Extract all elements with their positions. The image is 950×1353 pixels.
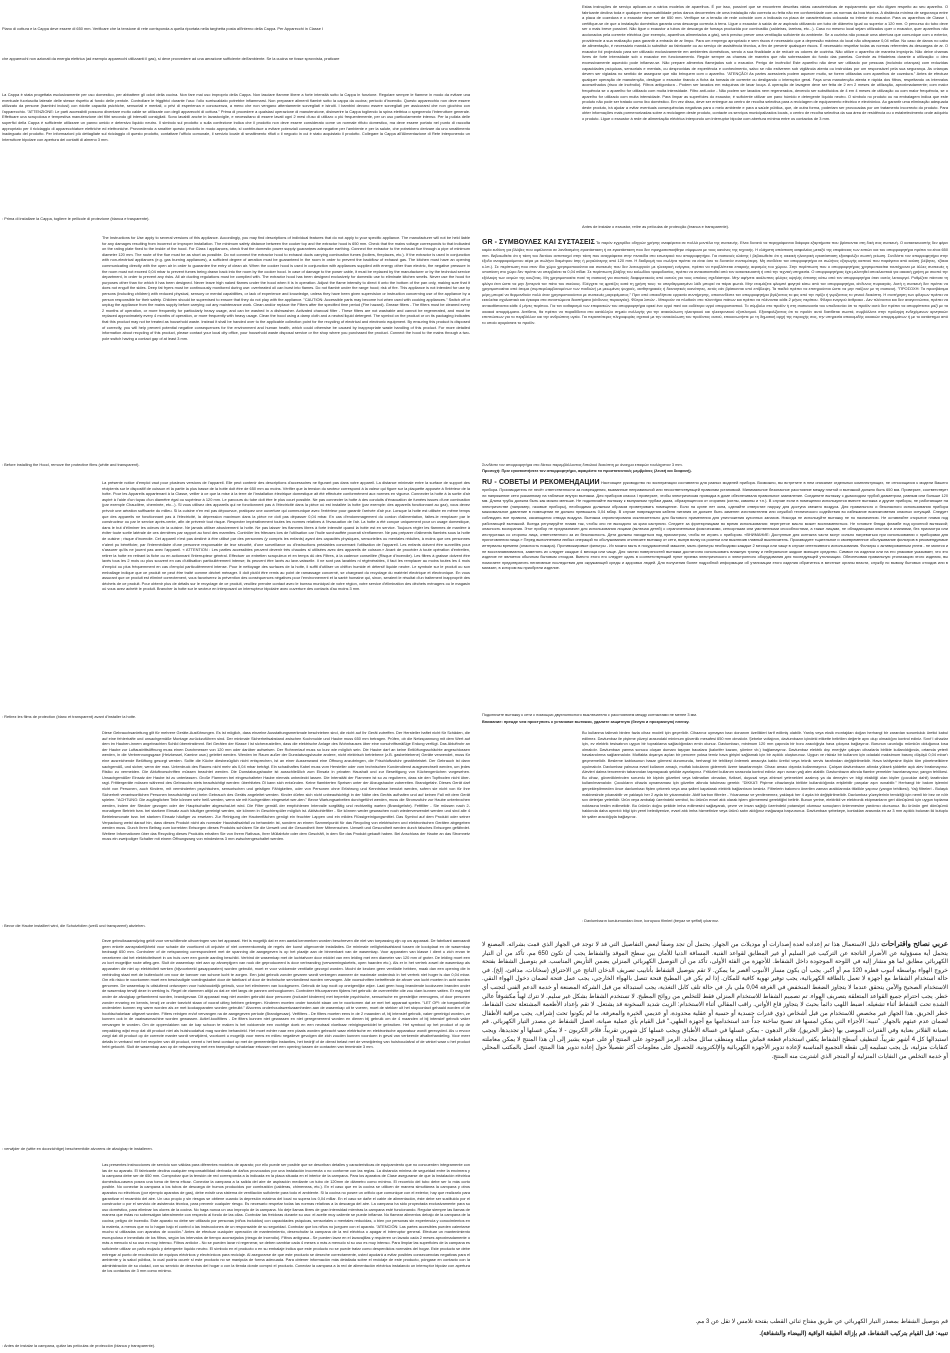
it-intro-2: che apparecchi non azionati da energia elettrica (ad esempio apparecchi utilizzanti il gas), si deve provvedere ad una aerazione sufficiente dell'ambiente. Se la cucina ne fosse sprovvista, praticare bbox=[2, 56, 340, 61]
es-body: Las presentes instrucciones de servicio son válidas para diferentes modelos de aparato; por ello puede ser posible que se describan detalles y características de equipamiento que no concuerden íntegramente con las de su aparato. El fabricante declina cualquier responsabilidad derivada de daños provocados por una instalación incorrecta o no conforme con las reglas. La distancia mínima de seguridad entre la encimera y la campana debe ser de 650 mm. Comprobar que la tensión de red corresponda a la indicada en la placa situada en el interior de la campana. Para los aparatos de Clase asegurarse de que la instalación eléctrica doméstica-casera posea una toma de tierra eficaz. Conectar la campana a la salida del aire de aspiración mediante un tubo de 120mm de diámetro como mínimo. El recorrido del tubo debe ser lo más corto posible. No conectar la campana a los tubos de descarga de humos producidos por combustión (calderas, chimeneas, etc.). En el caso que en la cocina se utilicen de manera simultánea la campana y otros aparatos no eléctricos (por ejemplo aparatos de gas), debe existir una sistema de ventilación suficiente para todo el ambiente. Si la cocina no posee un orificio que comunique con el exterior, hay que realizarlo para garantizar el recambio del aire. Un uso propio y sin riesgos se obtiene cuando la depresión máxima del local no supera los 0,04 mBar. En el caso se dañe el cable de alimentación, éste debe ser sustituido por el constructor o por el servicio de asistencia técnica, para prevenir cualquier riesgo. Es necesario respetar todas las normas relativas a la descarga del aire. La campana ha sido proyectada exclusivamente para su uso doméstico, para eliminar los olores de la cocina. No haga nunca un uso impropio de la campana. No deje llamas libres de gran intensidad mientras la campana esté funcionando. Regular siempre las llamas de manera que éstas no sobresalgan lateralmente con respecto al fondo de las ollas. Controlar las freidoras durante su uso: el aceite muy caliente se puede inflamar. No flamear alimentos debajo de la campana de la cocina; peligro de incendio. Este aparato no debe ser utilizado por personas (niños incluidos) con capacidades psíquicas, sensoriales o mentales reducidas, o bien por personas sin experiencia y conocimientos en la materia, a menos que no lo hagan bajo el control o las instrucciones de un responsable de su seguridad. Controlar que los niños no jueguen con el aparato. "ATENCIÓN: Las partes accesibles pueden calentarse mucho si utilizadas con aparatos de cocción." Antes de efectuar cualquier operación de mantenimiento, desenchufar la campana de la red eléctrica o apagar el interruptor general. Efectuar un mantenimiento escrupuloso e inmediato de los filtros, según los intervalos de tiempo aconsejados (riesgo de incendio). Filtros antigrasa - Se pueden lavar en el lavavajillas y requieren un lavado cada 2 meses aproximadamente o más a menudo si su uso es muy intenso. Filtros antiolor - No se pueden lavar ni regenerar, se deben cambiar cada 4 meses o más a menudo si su uso es muy intenso. Para limpiar las superficies de la campana es suficiente utilizar un paño mojado y detergente líquido neutro. El símbolo en el producto o en su embalaje indica que este producto no se puede tratar como desperdicios normales del hogar. Este producto se debe entregar al punto de recolección de equipos eléctricos y electrónicos para reciclaje. Al asegurarse de que este producto se deseche correctamente, usted ayudará a evitar posibles consecuencias negativas para el ambiente y la salud pública, lo cual podría ocurrir si este producto no se manipula de forma adecuada. Para obtener información más detallada sobre el reciclaje de este producto, póngase en contacto con la administración de su ciudad, con su servicio de desechos del hogar o con la tienda donde compró el producto. Conectar la campana a la red de alimentación eléctrica instalando un interruptor bipolar con apertura de los contactos de 3 mm como mínimo. bbox=[102, 1162, 470, 1274]
pt-body: Estas instruções de serviço aplicam-se a vários modelos de aparelhos. É por isso, possível que se encontrem descritas várias características de equipamento que não digam respeito ao seu aparelho. O fabricante declina toda e qualquer responsabilidade pelos danos decorrentes de uma instalação não correcta ou feita não em conformidade com as normas da boa técnica. A distância mínima de segurança entre a placa de cozedura e o exaustor deve ser de 650 mm. Verifique se a tensão de rede coincide com a indicada na placa de características colocada no interior do exaustor. Para os aparelhos de Classe I, certifique-se de que a instalação doméstica garanta uma descarga correcta à terra. Ligue o exaustor à saída de ar aspirado utilizando um tubo de diâmetro igual ou superior a 120 mm. O percurso do tubo deve ser o mais breve possível. Não ligue o exaustor a tubos de descarga de fumaça produzida por combustão (caldeiras, lareiras, etc...). Caso no mesmo local sejam utilizados quer o exaustor, quer aparelhos não accionados pela corrente eléctrica (por exemplo, aparelhos alimentados a gás), será preciso prever uma ventilação suficiente do ambiente. Se a cozinha não possuir uma abertura que comunique com o exterior, providencie a sua realização para garantir a entrada de ar limpo. Para um emprego apropriado e sem riscos é necessário que a depressão máxima do local não ultrapasse 0,04 mBar. No caso de danos no cabo de alimentação, é necessário mandá-lo substituir ao fabricante ou ao serviço de assistência técnica, a fim de prevenir quaisquer riscos. É necessário respeitar todas as normas referentes às descargas de ar. O exaustor foi projectado para ser utilizado exclusivamente em ambientes domésticos, sendo a sua finalidade a de reduzir os odores de cozinha. Não utilize o aparelho de maneira imprópria. Não deixe chamas livres de forte intensidade sob o exaustor em funcionamento. Regule sempre as chamas de maneira que não sobressaiam do fundo das panelas. Controle as fritadeiras durante a utilização: o óleo excessivamente aquecido pode inflamar-se. Não prepare alimentos flamejados sob o exaustor. Perigo de incêndio! Este aparelho não deve ser utilizado por pessoas (incluindo crianças) com reduzidas capacidades psíquicas, sensoriais e mentais, ou desprovidas de experiência e conhecimento, salvo se não estiverem sob vigilância atenta ou instruídas por um responsável pela sua segurança. As crianças devem ser vigiadas no sentido de assegurar que não brinquem com o aparelho. "ATENÇÃO! As partes acessíveis podem aquecer muito, se forem utilizadas com aparelhos de cozedura." Antes de efectuar qualquer operação de manutenção, desligue o exaustor tirando a ficha da tomada de corrente ou desligando o interruptor geral. Faça uma manutenção atenta e rápida dos filtros, respeitando os intervalos aconselhados (risco de incêndio). Filtros antigordura - Podem ser lavados em máquinas de lavar louça. A operação de lavagem deve ser feita de 2 em 2 meses de utilização, aproximadamente; com maior frequência se o aparelho for utilizado com muita intensidade. Filtro anti-odor - Não podem ser lavados nem regenerados, devendo ser substituídos de 4 em 4 meses de utilização ou com maior frequência, se o aparelho for utilizado com muita intensidade. Para limpar as superfícies do exaustor, é suficiente utilizar um pano húmido e detergente líquido neutro. O símbolo no produto ou na embalagem indica que este produto não pode ser tratado como lixo doméstico. Em vez disso, deve ser entregue ao centro de recolha selectiva para a reciclagem de equipamento eléctrico e electrónico. Ao garantir uma eliminação adequada deste produto, irá ajudar a evitar eventuais consequências negativas para o meio ambiente e para a saúde pública, que, de outra forma, poderiam ser provocadas por um tratamento incorrecto do produto. Para obter informações mais pormenorizadas sobre a reciclagem deste produto, contacte os serviços municipalizados locais, o centro de recolha selectiva da sua área de residência ou o estabelecimento onde adquiriu o produto. Ligue o exaustor à rede de alimentação eléctrica interpondo um interruptor bipolar com abertura mínima entre os contactos de 3 mm. bbox=[582, 4, 948, 121]
ar-before-install: تنبيه: قبل القيام بتركيب الشفاط، قم بإزالة الطبقة الواقية (البيضاء والشفافة). bbox=[759, 1331, 948, 1337]
fr-before-install: : Retirez les films de protection (blanc et transparent) avant d'installer la hotte. bbox=[2, 714, 137, 719]
tr-before-install: : Davlumbazın kurulumundan önce, koruyucu filmleri (beyaz ve şeffaf) çıkarınız. bbox=[582, 918, 720, 923]
gr-body: Το παρόν εγχειρίδιο οδηγιών χρήσης αναφέρεται σε πολλά μοντέλα της συσκευής. Είναι δυνατό να περιγράφονται διάφορα εξαρτήματα που βρίσκονται στη δική σας συσκευή. Ο κατασκευαστής δεν φέρει καμία ευθύνη για βλάβες που οφείλονται σε λανθασμένη εγκατάσταση ή σε εγκατάσταση που δεν πραγματοποιήθηκε σύμφωνα με τους κανόνες της τεχνικής. Η ελάχιστη απόσταση ασφαλείας μεταξύ της επιφάνειας των εστιών και του απορροφητήρα πρέπει να είναι 650 mm. Βεβαιωθείτε ότι η τάση του δικτύου αντιστοιχεί στην τάση που αναγράφεται στην πινακίδα στο εσωτερικό του απορροφητήρα. Για συσκευές κλάσης I βεβαιωθείτε ότι η οικιακή ηλεκτρική εγκατάσταση εξασφαλίζει σωστή γείωση. Συνδέστε τον απορροφητήρα στην έξοδο αναρροφούμενου αέρα με σωλήνα διαμέτρου ίσης ή μεγαλύτερης από 120 mm. Η διαδρομή του σωλήνα πρέπει να είναι όσο το δυνατόν συντομότερη. Μη συνδέετε τον απορροφητήρα σε σωλήνες εξαγωγής καπνού που παράγεται από καύση (λέβητες, τζάκια κ.λπ.). Σε περίπτωση που στον ίδιο χώρο χρησιμοποιούνται και συσκευές που δεν λειτουργούν με ηλεκτρική ενέργεια, πρέπει να προβλέπεται επαρκής αερισμός του χώρου. Στην περίπτωση που ο απορροφητήρας χρησιμοποιείται ταυτόχρονα με άλλες συσκευές η υποπίεση στο χώρο δεν πρέπει να υπερβαίνει τα 0,04 mBar. Σε περίπτωση βλάβης του καλωδίου τροφοδοσίας, πρέπει να αντικατασταθεί από τον κατασκευαστή ή από την τεχνική υπηρεσία. Ο απορροφητήρας έχει μελετηθεί αποκλειστικά για οικιακή χρήση με σκοπό την εξάλειψη των οσμών της κουζίνας. Μη χρησιμοποιείτε ποτέ τη συσκευή για σκοπούς διαφορετικούς από αυτούς για τους οποίους σχεδιάστηκε. Μην αφήνετε ακάλυπτες φλόγες υψηλής έντασης κάτω από τον απορροφητήρα όταν αυτός λειτουργεί. Ρυθμίζετε πάντοτε τη φλόγα έτσι ώστε να μην ξεπερνά τον πάτο του σκεύους. Ελέγχετε τις φριτέζες κατά τη χρήση τους: το υπερθερμασμένο λάδι μπορεί να πάρει φωτιά. Μην ετοιμάζετε φλαμπέ φαγητά κάτω από τον απορροφητήρα, κίνδυνος πυρκαγιάς. Αυτή η συσκευή δεν πρέπει να χρησιμοποιείται από άτομα (συμπεριλαμβανομένων των παιδιών) με μειωμένες ψυχικές, αισθητηριακές ή διανοητικές ικανότητες, εκτός εάν βρίσκονται υπό επίβλεψη. Τα παιδιά πρέπει να επιτηρούνται ώστε να μην παίζουν με τη συσκευή. "ΠΡΟΣΟΧΗ: Τα προσβάσιμα μέρη μπορεί να θερμανθούν πολύ όταν χρησιμοποιούνται με συσκευές μαγειρέματος." Πριν από οποιαδήποτε εργασία συντήρησης, αποσυνδέστε τον απορροφητήρα βγάζοντας το φις από την πρίζα ή γυρίζοντας το γενικό διακόπτη. Η συντήρηση των φίλτρων πρέπει να εκτελείται σχολαστικά και έγκαιρα στα συνιστώμενα διαστήματα (κίνδυνος πυρκαγιάς). Φίλτρα λιπών - Μπορούν να πλυθούν στο πλυντήριο πιάτων και πρέπει να πλένονται κάθε 2 μήνες περίπου. Φίλτρα ενεργού άνθρακα - Δεν πλένονται και δεν αναγεννώνται, πρέπει να αντικαθίστανται κάθε 4 μήνες περίπου. Για τον καθαρισμό των επιφανειών του απορροφητήρα αρκεί ένα υγρό πανί και ουδέτερο υγρό απορρυπαντικό. Το σύμβολο στο προϊόν ή στη συσκευασία του υποδεικνύει ότι το προϊόν αυτό δεν πρέπει να απορρίπτεται μαζί με τα οικιακά απορρίμματα. Αντίθετα, θα πρέπει να παραδίδεται στο κατάλληλο σημείο συλλογής για την ανακύκλωση ηλεκτρικού και ηλεκτρονικού εξοπλισμού. Εξασφαλίζοντας ότι το προϊόν αυτό διατίθεται σωστά, συμβάλλετε στην πρόληψη ενδεχόμενων αρνητικών επιπτώσεων για το περιβάλλον και την ανθρώπινη υγεία. Για περισσότερες πληροφορίες σχετικά με την ανακύκλωση του προϊόντος αυτού, επικοινωνήστε με τη δημοτική αρχή της περιοχής σας, την υπηρεσία αποκομιδής οικιακών απορριμμάτων ή με το κατάστημα από το οποίο αγοράσατε το προϊόν. bbox=[482, 240, 948, 325]
de-before-install: : Bevor die Haube installiert wird, die Schutzfolien (weiß und transparent) abziehen. bbox=[2, 923, 146, 928]
es-before-install: : Antes de instalar la campana, quitar las películas de protección (blanca y transparente). bbox=[2, 1343, 156, 1348]
ru-body: Настоящее руководство по эксплуатации составлено для разных моделей прибора. Возможно, вы встретите в нем описание отдельных комплектующих, не относящихся к модели Вашего прибора. Производитель не несёт ответственности за повреждения, вызванные неправильной или несоответствующей правилам установкой. Минимальное безопасное расстояние между плитой и вытяжкой должно быть 650 мм. Проверьте, соответствует ли напряжение сети указанному на табличке внутри вытяжки. Для приборов класса I проверьте, чтобы электрическая проводка в доме обеспечивала правильное заземление. Соедините вытяжку с дымоходом трубой диаметром, равным или больше 120 мм. Длина трубы должна быть как можно меньше. Не подключайте вытяжку к выпускным трубам дыма, образующегося от сгорания (котлы, камины и т.п.). В случае если в помещении используются вместе вытяжка и другие приборы, не работающие на электричестве (например, газовые приборы), необходимо должным образом проветривать помещение. Если на кухне нет окна, сделайте отверстие наружу для доступа свежего воздуха. Для правильного и безопасного использования прибора максимальное давление в помещении не должно превышать 0,04 мбар. В случае повреждения кабеля питания он должен быть заменен изготовителем или службой технического содействия во избежание возникновения опасных ситуаций. Следует соблюдать все правила, касающиеся отвода воздуха. Вытяжка спроектирована исключительно для бытового применения для уничтожения кухонных запахов. Никогда не используйте вытяжку не по назначению. Не оставляйте открытое пламя под работающей вытяжкой. Всегда регулируйте пламя так, чтобы оно не выходило за края кастрюли. Следите за фритюрницами во время использования: перегретое масло может воспламениться. Не готовьте блюда фламбе под кухонной вытяжкой; опасность возгорания. Этот прибор не предназначен для использования лицами (включая детей) с ограниченными физическими, сенсорными или умственными способностями, а также лицами, не обладающими опытом и знаниями, без присмотра или инструктажа со стороны лица, ответственного за их безопасность. Дети должны находиться под присмотром, чтобы не играть с прибором. «ВНИМАНИЕ: Доступные для контакта части могут сильно нагреваться при использовании с приборами для приготовления пищи.» Перед выполнением любых операций по обслуживанию отключите вытяжку от сети, вынув вилку из розетки или выключив главный выключатель. Производите тщательное и своевременное обслуживание фильтров в рекомендуемые интервалы времени (опасность пожара). Противожировые фильтры - Их можно мыть в посудомоечной машине, мыть фильтры необходимо каждые 2 месяца или чаще в случае интенсивного использования. Фильтры с активированным углем - не моются и не восстанавливаются, заменять их следует каждые 4 месяца или чаще. Для чистки поверхностей вытяжки достаточно использовать влажную тряпку и нейтральное жидкое моющее средство. Символ на изделии или на его упаковке указывает, что это изделие не является обычным бытовым отходом. Вместо этого его следует сдать в соответствующий пункт приема электрического и электронного оборудования для последующей утилизации. Обеспечивая правильную утилизацию этого изделия, вы помогаете предотвратить негативные последствия для окружающей среды и здоровья людей. Для получения более подробной информации об утилизации этого изделия обратитесь в местные органы власти, службу по вывозу бытовых отходов или в магазин, в котором вы приобрели изделие. bbox=[482, 480, 948, 571]
en-before-install: : Before installing the Hood, remove the protective films (white and transparent). bbox=[2, 462, 140, 467]
gr-heading: GR - ΣΥΜΒΟΥΛΕΣ ΚΑΙ ΣΥΣΤΑΣΕΙΣ bbox=[482, 239, 595, 246]
ru-heading: RU - СОВЕТЫ И РЕКОМЕНДАЦИИ bbox=[482, 479, 600, 486]
nl-body: Deze gebruiksaanwijzing geldt voor verschillende uitvoeringen van het apparaat. Het is mogelijk dat er een aantal kenmerken worden beschreven die niet van toepassing zijn op uw apparaat. De fabrikant aanvaardt geen enkele aansprakelijkheid voor schade die voortkomt uit onjuiste of niet overeenkomstig de regels der kunst uitgevoerde installaties. De minimale veiligheidsafstand tussen de kookplaat en de wasemkap bedraagt 650 mm. Controleer of de netspanning correspondeert met de spanning die aangegeven is op het plaatje aan de binnenkant van de wasemkap. Voor apparaten van klasse I dient u zich ervan te verzekeren dat het elektriciteitsnet in uw huis over een goede aarding beschikt. Verbind de wasemkap met de luchtafvoer door middel van een leiding met een diameter van 120 mm of groter. De leiding moet een zo kort mogelijke route afleg-gen. Sluit de wasemkap niet aan op afvoerpijpen van rook die geproduceerd is door verbranding (verwarmingsketels, open haarden etc.). Als er in het vertrek zowel de wasemkap als apparaten die niet op elektriciteit werken (bijvoorbeeld gasapparaten) worden gebruikt, moet er voor voldoende ventilatie gezorgd worden. Mocht de keuken geen ventilatie hebben, maak dan een opening die in verbinding staat met de buitenlucht om voor de toevoer van schone lucht te zorgen. Een juist gebruik zonder gevaren wordt verkregen wanneer de maximale onderdruk in het vertrek niet hoger is dan 0,04 mbar. Om elk risico te voorkomen moet een beschadigde voedingskabel door de fabrikant of door de technische servicedienst worden vervangen. Alle voorschriften betreffende de afvoer van lucht moeten in acht worden genomen. De wasemkap is uitsluitend ontworpen voor huishoudelijk gebruik, voor het elimineren van kookgeuren. Gebruik de kap nooit op oneigenlijke wijze. Laat geen hoog brandende kookvuren branden onder de wasemkap terwijl deze in werking is. Regel de vlammen altijd zo dat ze niet langs de pannen omhoogkomen. Controleer frituurpannen tijdens het gebruik: de oververhitte olie zou vlam kunnen vatten. Er mag niet onder de afzuigkap geflambeerd worden, brandgevaar. Dit apparaat mag niet worden gebruikt door personen (inclusief kinderen) met beperkte psychische, sensorische en geestelijke vermogens, of door personen zonder ervaring en kennis, tenzij ze onder toezicht staan of vooraf uitleg hebben gekregen. Kinderen moeten onder toezicht staan om te voorkomen dat ze met het apparaat spelen. "LET OP!: de toegankelijke onderdelen kunnen erg warm worden als ze met kookapparaten worden gebruikt." Alvorens onderhoudswerkzaamheden aan de wasemkap uit te voeren, moet de stekker uit het stopcontact gehaald worden of de hoofdschakelaar uitgezet worden. Filters reinigen en/of vervangen na de aangegeven periode (Brandgevaar). Vetfilters - De filters moeten eens in de 2 maanden of, bij intensief gebruik, vaker gereinigd worden, ze kunnen ook in de vaatwasmachine worden gewassen. Actief-koolfilters - De filters kunnen niet gewassen en niet geregenereerd worden en dienen bij gebruik om de 4 maanden of bij intensief gebruik vaker vervangen te worden. Om de oppervlakken van de kap schoon te maken is het voldoende een vochtige doek en een neutraal vloeibaar reinigingsmiddel te gebruiken. Het symbool op het product of op de verpakking wijst erop dat dit product niet als huishoudafval mag worden behandeld. Het moet echter naar een plaats worden gebracht waar elektrische en elektronische apparatuur wordt gerecycled. Als u ervoor zorgt dat dit product op de correcte manier wordt verwijderd, voorkomt u mogelijk voor mens en milieu negatieve gevolgen die zich zouden kunnen voordoen in geval van verkeerde afvalbehandeling. Voor meer details in verband met het recyclen van dit product, neemt u het best contact op met de gemeentelijke instanties, het bedrijf of de dienst belast met de verwijdering van huishoudafval of de winkel waar u het product hebt gekocht. Sluit de wasemkap aan op de netspanning met een tweepolige schakelaar ertussen met een opening tussen de contacten van tenminste 3 mm. bbox=[102, 938, 470, 1050]
gr-connect: Συνδέστε τον απορροφητήρα στο δίκτυο παρεμβάλλοντας διπολικό διακόπτη με άνοιγμα επαφών τουλάχιστον 3 mm. bbox=[482, 462, 683, 467]
it-intro-1: Piano di cottura e la Cappa deve essere di 650 mm. Verificare che la tensione di rete corrisponda a quella riportata nella targhetta posta all'interno della Cappa. Per Apparecchi in Classe I bbox=[2, 26, 324, 31]
de-body: Diese Gebrauchsanleitung gilt für mehrere Geräte-Ausführungen. Es ist möglich, dass einzelne Ausstattungsmerkmale beschrieben sind, die nicht auf Ihr Gerät zutreffen. Der Hersteller haftet nicht für Schäden, die auf eine fehlerhafte und unsachgemäße Montage zurückzuführen sind. Der minimale Sicherheitsabstand zwischen Kochmulde und Haube muss 650 mm betragen. Prüfen, ob die Netzspannung mit dem Wert auf dem im Hauben-innern angebrachten Schild übereinstimmt. Bei Geräten der Klasse I ist sicherzustellen, dass die elektrische Anlage des Wohnhauses über eine vorschriftsmäßige Erdung verfügt. Das Abluftrohr an der Haube zur Luftaustrittsöffnung muss einen Durchmesser von 120 mm oder darüber aufweisen. Der Rohrverlauf muss so kurz wie möglich sein. Die Haube darf an keine Entlüftungsschächte angeschlossen werden, in die Verbrennungsgase (Heizkessel, Kamine usw.) geleitet werden. Werden im Raum außer der Dunstabzugshaube andere, nicht elektrisch betriebene (z.B. gasbetriebene) Geräte verwendet, muss für eine ausreichende Belüftung gesorgt werden. Sollte die Küche diesbezüglich nicht entsprechen, ist an einer Aussenwand eine Öffnung anzubringen, die Frischluftzufuhr gewährleistet. Der Gebrauch ist dann sachgemäß, und sicher, wenn der max. Unterdruck des Raums nicht mehr als 0,04 mbar beträgt. Ein schadhaftes Kabel muss vom Hersteller oder vom technischen Kundendienst ausgewechselt werden, um jedes Risiko zu vermeiden. Die Abluftvorschriften müssen beachtet werden. Die Dunstabzugshaube ist ausschließlich zum Einsatz in privaten Haushalt und zur Beseitigung von Küchengerüchen vorgesehen. Unsachgemäßer Einsatz der Haube ist zu unterlassen. Große Flammen bei eingeschalteter Haube niemals unbedeckt lassen. Die Intensität der Flammen ist so zu regulieren, dass sie den Topfboden nicht über-ragt. Frittiergeräte müssen während des Gebrauchs stets beaufsichtigt werden: überhitztes Öl kann sich entzünden. Keine flambierten Speisen unter der Abzugshaube zubereiten. Brandgefahr. Dieses Gerät darf nicht von Personen, auch Kindern, mit verminderten psychischen, sensorischen und geistigen Fähigkeiten, oder von Personen ohne Erfahrung und Kenntnisse benutzt werden, sofern sie nicht von für ihre Sicherheit verantwortlichen Personen beaufsichtigt und beim Gebrauch des Geräts angeleitet werden. Kinder dürfen sich nicht unbeaufsichtigt in der Nähe des Geräts aufhalten und auf keinen Fall mit dem Gerät spielen. "ACHTUNG: Die zugänglichen Teile können sehr heiß werden, wenn sie mit Kochgeräten eingesetzt wer-den." Bevor Wartungsarbeiten durchgeführt werden, muss die Stromzufuhr zur Haube unterbrochen werden, indem der Stecker gezogen oder der Hauptschalter abgeschal-tet wird. Die Filter gemäß der empfohlenen Intervalle sorgfältig und rechtzeitig warten (Brandgefahr). Fettfilter - Sie müssen nach 2-monatigem Betrieb bzw. bei starkem Einsatz auch häufiger gereinigt werden, sie können in Geschirrspüler möglich ist. Aktivkohlefilter - Sie können weder gewaschen noch wiederverwendet werden und sind alle 4 Betriebsmonate bzw. bei starkem Einsatz häufiger zu ersetzen. Zur Reinigung der Haubenflächen genügt ein feuchter Lappen und ein mildes Flüssigreinigungsmittel. Das Symbol auf dem Produkt oder seiner Verpackung weist darauf hin, dass dieses Produkt nicht als normaler Haushaltsabfall zu behandeln ist, sondern an einem Sammelpunkt für das Recycling von elektrischen und elektronischen Geräten abgegeben werden muss. Durch Ihren Beitrag zum korrekten Entsorgen dieses Produkts schützen Sie die Umwelt und die Gesundheit Ihrer Mitmenschen. Umwelt und Gesundheit werden durch falsches Entsorgen gefährdet. Weitere Informationen über das Recycling dieses Produkts erhalten Sie von Ihrem Rathaus, Ihrer Müllabfuhr oder dem Geschäft, in dem Sie das Produkt gekauft haben. Bei Anschluss der Haube an das Stromnetz muss ein zweipoliger Schalter mit einem Öffnungsweg von mindestens 3 mm zwischengeschaltet werden. bbox=[102, 730, 470, 842]
ar-connect: قم بتوصيل الشفاط بمصدر التيار الكهربائي عن طريق مفتاح ثنائي القطب بفتحة تلامس لا تقل عن 3 مم. bbox=[695, 1319, 948, 1325]
nl-before-install: : verwijder de (witte en doorzichtige) beschermfolie alvorens de afzuigkap te installeren. bbox=[2, 1146, 153, 1151]
fr-body: La présente notice d'emploi vaut pour plusieurs versions de l'appareil. Elle peut contenir des descriptions d'accessoires ne figurant pas dans votre appareil. La distance minimale entre la surface de support des récipients sur le dispositif de cuisson et la partie la plus basse de la hotte doit être de 650 mm au moins. Vérifier que la tension du secteur correspond à la valeur qui figure sur la plaquette apposée à l'intérieur de la hotte. Pour les Appareils appartenant à la Classe, veiller à ce que la mise à la terre de l'installation électrique domestique ait été effectuée conformément aux normes en vigueur. Connecter la hotte à la sortie d'air aspiré à l'aide d'un tuyau d'un diamètre égal ou supérieur à 120 mm. Le parcours du tube doit être le plus court possible. Ne pas connecter la hotte à des conduits d'évacuation de fumées issues d'une combustion (par exemple Chaudière, cheminée, etc...). Si vous utilisez des appareils qui ne fonctionnent pas à l'électricité dans la pièce où est installée la hotte (par exemple: des appareils fonctionnant au gaz), vous devez prévoir une aération suffisante du milieu. Si la cuisine n'en est pas dépourvue, pratiquez une ouverture qui communique avec l'extérieur pour garantir l'arrivée d'air pur. Lorsque la hotte est utilisée en même temps que des appareils ne fonctionnant pas à l'électricité, la dépression maximum dans la pièce ne doit pas dépasser 0,04 mbar. En cas d'endommagement du cordon d'alimentation, faites-le remplacer par le constructeur ou par le service après-vente, afin de prévenir tout risque. Respecter impérativement toutes les normes relatives à l'évacuation de l'air. La hotte a été conçue uniquement pour un usage domestique, dans le but d'éliminer les odeurs de la cuisine. Ne jamais utiliser abusivement la hotte. Ne pas laisser les flammes libres à forte intensité quand la hotte est en service. Toujours régler les flammes de manière à éviter toute sortie latérale de ces dernières par rapport au fond des marmites. Contrôler les friteuses lors de l'utilisation car l'huile surchauffée pourrait s'enflammer. Ne pas préparer d'aliments flambés sous la hotte de cuisine ; risque d'incendie. Cet appareil n'est pas destiné à être utilisé par des personnes (y compris les enfants) ayant des capacités physiques, sensorielles ou mentales réduites, à moins que ces personnes n'aient pu bénéficier, par l'intermédiaire d'une personne responsable de leur sécurité, d'une surveillance ou d'instructions préalables concernant l'utilisation de l'appareil. Les enfants doivent être surveillés pour s'assurer qu'ils ne jouent pas avec l'appareil. « ATTENTION : Les parties accessibles peuvent devenir très chaudes si utilisées avec des appareils de cuisson.» Avant de procéder à toute opération d'entretien, retirer la hotte en retirant la fiche ou en actionnant l'interrupteur général. Effectuer un entretien scrupuleux et en temps dû des Filtres, à la cadence conseillée (Risque d'incendie). Les filtres à graisse doivent être lavés tous les 2 mois ou plus souvent en cas d'utilisation particulièrement intense; ils peuvent être lavés au lave-vaisselle. Il ne sont pas lavables ni régénérables, il faut les remplacer au moins toutes les 4 mois d'emploi ou plus fréquemment en cas d'emploi particulièrement intense. Pour le nettoyage des surfaces de la hotte, il suffit d'utiliser un chiffon humide et détersif liquide neutre. Le symbole sur le produit ou son emballage indique que ce produit ne peut être traité comme déchet ménager. Il doit plutôt être remis au point de ramassage concerné, se chargeant du recyclage du matériel électrique et électronique. En vous assurant que ce produit est éliminé correctement, vous favoriserez la prévention des conséquences négatives pour l'environnement et la santé humaine qui, sinon, seraient le résultat d'un traitement inapproprié des déchets de ce produit. Pour obtenir plus de détails sur le recyclage de ce produit, veuillez prendre contact avec le bureau municipal de votre région, votre service d'élimination des déchets ménagers ou le magasin où vous avez acheté le produit. Brancher la hotte sur le secteur en interposant un interrupteur bipolaire avec ouverture des contacts d'au moins 3 mm. bbox=[102, 480, 470, 592]
en-body: The Instructions for Use apply to several versions of this appliance. Accordingly, you may find descriptions of individual features that do not apply to your specific appliance. The manufacturer will not be held liable for any damages resulting from incorrect or improper installation. The minimum safety distance between the cooker top and the extractor hood is 650 mm. Check that the mains voltage corresponds to that indicated on the rating plate fixed to the inside of the hood. For Class I appliances, check that the domestic power supply guarantees adequate earthing. Connect the extractor to the exhaust flue through a pipe of minimum diameter 120 mm. The route of the flue must be as short as possible. Do not connect the extractor hood to exhaust ducts carrying combustion fumes (boilers, fireplaces, etc.). If the extractor is used in conjunction with non-electrical appliances (e.g. gas burning appliances), a sufficient degree of aeration must be guaranteed in the room in order to prevent the backflow of exhaust gas. The kitchen must have an opening communicating directly with the open air in order to guarantee the entry of clean air. When the cooker hood is used in conjunction with appliances supplied with energy other than electric, the negative pressure in the room must not exceed 0,04 mbar to prevent fumes being drawn back into the room by the cooker hood. In case of damage to the power cable, it must be replaced by the manufacturer or by the technical service department, in order to prevent any risks. All air ducting regulations must be complied with. The extractor hood has been designed exclusively for domestic use to eliminate kitchen smells. Never use the hood for purposes other than for which it has been designed. Never leave high naked flames under the hood when it is in operation. Adjust the flame intensity to direct it onto the bottom of the pan only, making sure that it does not engulf the sides. Deep fat fryers must be continuously monitored during use: overheated oil can burst into flames. Do not flambè under the range hood; risk of fire. This appliance is not intended for use by persons (including children) with reduced physical, sensory or mental capabilities, or lack of experience and knowledge, unless they have been given supervision or instruction concerning use of the appliance by a person responsible for their safety. Children should be supervised to ensure that they do not play with the appliance. "CAUTION: Accessible parts may become hot when used with cooking appliances." Switch off or unplug the appliance from the mains supply before carrying out any maintenance work. Clean and/or replace the Filters after the specified time period (Fire hazard). Grease filters - The filters must be cleaned every 2 months of operation, or more frequently for particularly heavy usage, and can be washed in a dishwasher. Activated charcoal filter - These filters are not washable and cannot be regenerated, and must be replaced approximately every 4 months of operation, or more frequently with heavy usage. Clean the hood using a damp cloth and a neutral liquid detergent. The symbol on the product or on its packaging indicates that this product may not be treated as household waste. Instead it shall be handed over to the applicable collection point for the recycling of electrical and electronic equipment. By ensuring this product is disposed of correctly, you will help prevent potential negative consequences for the environment and human health, which could otherwise be caused by inappropriate waste handling of this product. For more detailed information about recycling of this product, please contact your local city office, your household waste disposal service or the shop where you purchased the product. Connect the hood to the mains through a two-pole switch having a contact gap of at least 3 mm. bbox=[102, 235, 470, 341]
ru-before-install: Внимание: прежде чем приступить к установке вытяжки, удалите защитную (белую и прозрачную) пленку. bbox=[482, 719, 690, 724]
it-before-install: : Prima di installare la Cappa, togliere le pellicole di protezione (bianca e trasparente). bbox=[2, 216, 150, 221]
it-body: La Cappa è stata progettata esclusivamente per uso domestico, per abbattere gli odori della cucina. Non fare mai uso improprio della Cappa. Non lasciare fiamme libere a forte intensità sotto la Cappa in funzione. Regolare sempre le fiamme in modo da evitare una eventuale fuoriuscita laterale delle stesse rispetto al fondo delle pentole. Controllare le friggitrici durante l'uso: l'olio surriscaldato potrebbe infiammarsi. Non preparare alimenti flambé sotto la cappa da cucina; pericolo d'incendio. Questo apparecchio non deve essere utilizzato da persone (bambini inclusi) con ridotte capacità psichiche, sensoriali e mentali, o privi di esperienza e conoscenza, a meno che non vengano attentamente sorvegliati e istruiti. I bambini devono essere sorvegliati per assicurarsi che non giochino con l'apparecchio. "ATTENZIONE: Le parti accessibili possono diventare molto calde se utilizzate con degli apparecchi di cottura." Prima di procedere a qualsiasi operazione di manutenzione, disinserire la Cappa togliendo la spina elettrica o spegnendo l'interruttore generale. Effettuare una scrupolosa e tempestiva manutenzione dei filtri secondo gli intervalli consigliati. Sono lavabili anche in lavastoviglie, e necessitano di essere lavati ogni 2 mesi d'uso di utilizzo o più frequentemente, per un uso particolarmente intenso. Per la pulizia delle superfici della Cappa è sufficiente utilizzare un panno umido e detersivo liquido neutro. Il simbolo sul prodotto o sulla confezione indica che il prodotto non deve essere considerato come un normale rifiuto domestico, ma deve essere portato nel punto di raccolta appropriato per il riciclaggio di apparecchiature elettriche ed elettroniche. Provvedendo a smaltire questo prodotto in modo appropriato, si contribuisce a evitare potenziali conseguenze negative per l'ambiente e per la salute, che potrebbero derivare da uno smaltimento inadeguato del prodotto. Per informazioni più dettagliate sul riciclaggio di questo prodotto, contattare l'ufficio comunale, il servizio locale di smaltimento rifiuti o il negozio in cui è stato acquistato il prodotto. Collegare la Cappa all'Alimentazione di Rete interponendo un Interruttore bipolare con apertura dei contatti di almeno 3 mm. bbox=[2, 92, 470, 142]
gr-before-install: Προσοχή: Πριν εγκαταστήσετε τον απορροφητήρα, αφαιρέστε τα προστατευτικές μεμβράνες (λευκή και διαφανή). bbox=[482, 468, 692, 473]
pt-before-install: Antes de instalar o exaustor, retire as películas de protecção (branca e transparente). bbox=[582, 224, 730, 229]
ar-body: دليل الاستعمال هذا تم إعداده لعدة إصدارات أو موديلات من الجهاز. يحتمل أن تجد وصفاً لبعض التفاصيل التي قد لا توجد في الجهاز الذي قمت بشرائه. المصنع لا يتحمل أية مسؤولية عن الأضرار الناتجة عن التركيب غير السليم أو غير المطابق لقواعد الفنية. المسافة الدنيا للأمان بين سطح الموقد والشفاط يجب أن تكون 650 مم. تأكد من أن التيار الكهربائي مطابق لما هو مشار إليه في اللوحة الموجودة داخل الشفاط. للأجهزة من الفئة الأولى، تأكد من أن التوصيل الكهربائي المنزلي يضمن التأريض المناسب. قم بتوصيل الشفاط بفتحة خروج الهواء بواسطة أنبوب قطره 120 مم أو أكبر. يجب أن يكون مسار الأنبوب أقصر ما يمكن. لا تقم بتوصيل الشفاط بأنابيب تصريف الدخان الناتج عن الاحتراق (سخانات، مدافئ، إلخ). في حالة استخدام الشفاط مع أجهزة لا تعمل بالطاقة الكهربائية، يجب توفير تهوية كافية للمكان. إذا لم يكن في المطبخ فتحة تتصل بالهواء الخارجي، يجب عمل فتحة لضمان دخول الهواء النقي. الاستخدام الصحيح والآمن يتحقق عندما لا يتجاوز الضغط المنخفض في الغرفة 0,04 ملي بار. في حالة تلف كابل التغذية، يجب استبداله من قبل الشركة المصنعة أو خدمة الدعم الفني لتجنب أي خطر. يجب احترام جميع القواعد المتعلقة بتصريف الهواء. تم تصميم الشفاط للاستخدام المنزلي فقط للتخلص من روائح المطبخ. لا تستخدم الشفاط بشكل غير سليم. لا تترك لهباً مكشوفاً عالي الشدة تحت الشفاط أثناء تشغيله. اضبط اللهب دائماً بحيث لا يتجاوز قاع الأواني. راقب المقالي أثناء الاستخدام: الزيت شديد السخونة قد يشتعل. لا تقم بإعداد الأطعمة المشتعلة تحت الشفاط، خطر الحريق. هذا الجهاز غير مخصص للاستخدام من قبل أشخاص ذوي قدرات جسدية أو حسية أو عقلية محدودة، أو عديمي الخبرة والمعرفة، ما لم يكونوا تحت إشراف. يجب مراقبة الأطفال لضمان عدم عبثهم بالجهاز. "تنبيه: الأجزاء التي يمكن لمسها قد تصبح ساخنة جداً عند استخدامها مع أجهزة الطهي." قبل القيام بأي عملية صيانة، افصل الشفاط عن مصدر التيار الكهربائي. قم بصيانة الفلاتر بعناية وفي الفترات الموصى بها (خطر الحريق). فلاتر الدهون - يمكن غسلها في غسالة الأطباق ويجب غسلها كل شهرين تقريباً. فلاتر الكربون - لا يمكن غسلها أو تجديدها، ويجب استبدالها كل 4 أشهر تقريباً. لتنظيف أسطح الشفاط يكفي استخدام قطعة قماش مبللة ومنظف سائل محايد. الرمز الموجود على المنتج أو على عبوته يشير إلى أن هذا المنتج لا يمكن معاملته كنفايات منزلية، بل يجب تسليمه إلى نقطة التجميع المناسبة لإعادة تدوير الأجهزة الكهربائية والإلكترونية. للحصول على معلومات أكثر تفصيلاً حول إعادة تدوير هذا المنتج، اتصل بالمكتب المحلي أو خدمة التخلص من النفايات المنزلية أو المتجر الذي اشتريت منه المنتج. bbox=[482, 942, 948, 1060]
ru-section bbox=[482, 478, 948, 710]
gr-section bbox=[482, 238, 948, 458]
ar-heading: عربي نصائح واقتراحات bbox=[881, 941, 948, 948]
ru-connect: Подключите вытяжку к сети с помощью двухполюсного выключателя с расстоянием между контактами не менее 3 мм. bbox=[482, 712, 698, 717]
tr-body: Bu kullanma talimatı birden fazla cihaz modeli için geçerlidir. Cihazınız uymayan bazı donanım özellikleri tarif edilmiş olabilir. Yanlış veya eksik montajdan doğan herhangi bir zarardan sorumluluk üretici kabul edilmez. Davlumbaz ile pişirme yüzeyi arasındaki minimum güvenlik mesafesi 650 mm olmalıdır. Şebeke voltajının, davlumbazın içindeki etikette belirtilen değerle aynı olup olmadığını kontrol ediniz. Sınıf I cihazlar için, ev elektrik tesisatının uygun bir topraklama sağladığından emin olunuz. Davlumbazı, minimum 120 mm çapında bir boru aracılığıyla hava çıkışına bağlayınız. Borunun uzunluğu mümkün olduğunca kısa olmalıdır. Davlumbazı yanma sonucu oluşan dumanı taşıyan bacalara (kalorifer kazanı, şömine vb.) bağlamayınız. Davlumbaz elektrik dışı enerjiyle çalışan cihazlarla birlikte kullanıldığında, ortamda yeterli havalandırma sağlanmalıdır. Mutfakta dışarıya açılan bir pencere yoksa temiz hava girişini sağlamak için bir açıklık oluşturunuz. Uygun ve risksiz bir kullanım için odadaki maksimum basınç düşüşü 0,04 mbar'ı geçmemelidir. Besleme kablosunun hasar görmesi durumunda, herhangi bir tehlikeyi önlemek amacıyla kablo üretici veya teknik servis tarafından değiştirilmelidir. Hava tahliyesine ilişkin tüm yönetmeliklere uyulmalıdır. Davlumbaz yalnızca evsel kullanım amaçlı, mutfak kokularını gidermek üzere tasarlanmıştır. Cihazı amacı dışında kullanmayınız. Çalışan davlumbazın altında yüksek şiddette açık alev bırakmayınız. Alevleri daima tencerenin tabanından taşmayacak şekilde ayarlayınız. Fritözleri kullanım sırasında kontrol ediniz: aşırı ısınan yağ alev alabilir. Davlumbazın altında flambe yemekler hazırlamayınız; yangın tehlikesi. Bu cihaz, güvenliklerinden sorumlu bir kişinin gözetimi veya talimatları olmadan, fiziksel, duyusal veya zihinsel yetenekleri azalmış ya da deneyim ve bilgi eksikliği olan kişiler (çocuklar dahil) tarafından kullanılmamalıdır. Çocukların cihazla oynamaması için gözetim altında tutulması gerekir. "DİKKAT: Pişirme cihazlarıyla birlikte kullanıldığında erişilebilir parçalar aşırı ısınabilir." Herhangi bir bakım işlemini gerçekleştirmeden önce davlumbazı fişten çekerek veya ana şalteri kapatarak elektrik bağlantısını kesiniz. Filtrelerin bakımını önerilen zaman aralıklarında titizlikle yapınız (yangın tehlikesi). Yağ filtreleri - Bulaşık makinesinde yıkanabilir ve yaklaşık her 2 ayda bir yıkanmalıdır. Aktif karbon filtreler - Yıkanamaz ve yenilenemez, yaklaşık her 4 ayda bir değiştirilmelidir. Davlumbaz yüzeylerinin temizliği için nemli bir bez ve nötr sıvı deterjan yeterlidir. Ürün veya ambalajı üzerindeki sembol, bu ürünün evsel atık olarak işlem görmemesi gerektiğini belirtir. Bunun yerine, elektrikli ve elektronik ekipmanların geri dönüşümü için uygun toplama noktasına teslim edilmelidir. Bu ürünün doğru şekilde imha edilmesini sağlayarak, çevre ve insan sağlığı üzerindeki potansiyel olumsuz sonuçların önlenmesine yardımcı olursunuz. Bu ürünün geri dönüşümü hakkında daha ayrıntılı bilgi için yerel belediyenize, evsel atık imha hizmetinize veya ürünü satın aldığınız mağazaya başvurunuz. Davlumbazı şebekeye, kontakları arasında en az 3 mm açıklık bulunan iki kutuplu bir şalter aracılığıyla bağlayınız. bbox=[582, 730, 948, 819]
ar-section bbox=[482, 940, 948, 1330]
